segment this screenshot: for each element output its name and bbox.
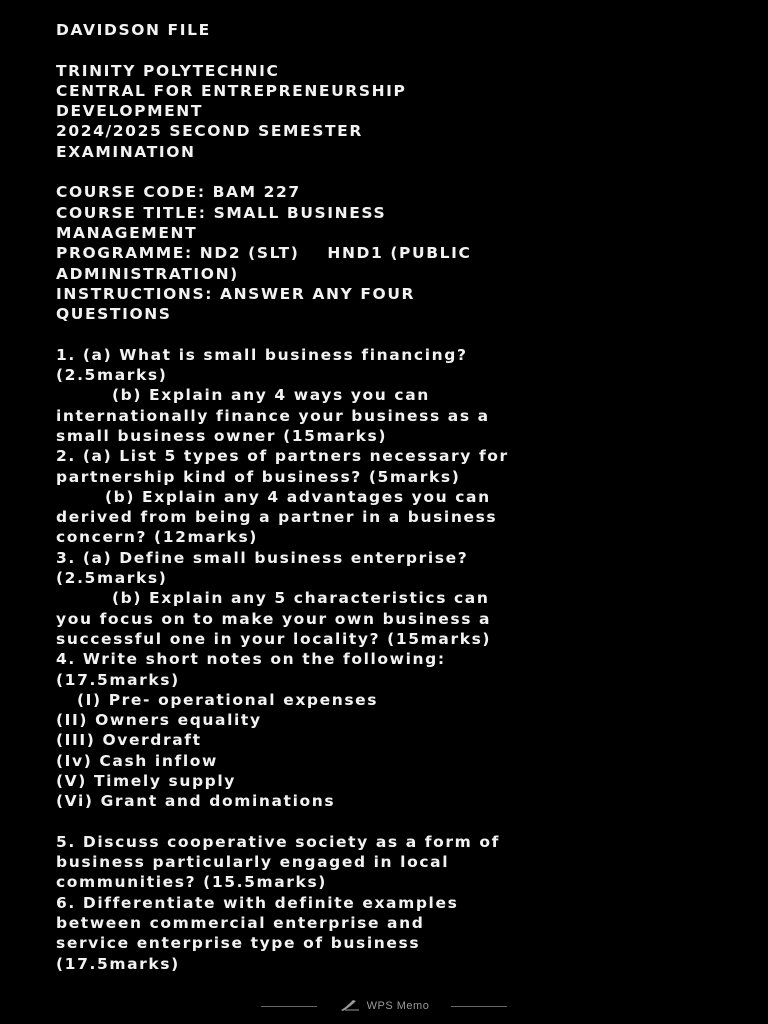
question-line: (V) Timely supply bbox=[56, 771, 236, 790]
course-line: INSTRUCTIONS: ANSWER ANY FOUR bbox=[56, 284, 416, 303]
institution-block bbox=[56, 61, 736, 162]
course-line: COURSE TITLE: SMALL BUSINESS bbox=[56, 203, 387, 222]
question-line: (2.5marks) bbox=[56, 366, 168, 385]
institution-line: 2024/2025 SECOND SEMESTER bbox=[56, 122, 363, 141]
wps-memo-logo-icon bbox=[339, 998, 361, 1015]
question-line: (b) Explain any 5 characteristics can bbox=[56, 589, 490, 608]
question-line: 4. Write short notes on the following: bbox=[56, 650, 446, 669]
course-info-block bbox=[56, 182, 736, 324]
question-line: derived from being a partner in a business bbox=[56, 508, 498, 527]
footer-divider bbox=[261, 1006, 317, 1007]
course-line: ADMINISTRATION) bbox=[56, 264, 239, 283]
exam-document bbox=[56, 20, 736, 974]
question-line: (Iv) Cash inflow bbox=[56, 751, 218, 770]
course-line: QUESTIONS bbox=[56, 305, 172, 324]
question-line: (II) Owners equality bbox=[56, 711, 262, 730]
question-line: 3. (a) Define small business enterprise? bbox=[56, 548, 469, 567]
questions-block-2 bbox=[56, 832, 736, 974]
question-line: (b) Explain any 4 ways you can bbox=[56, 386, 430, 405]
institution-line: TRINITY POLYTECHNIC bbox=[56, 61, 280, 80]
question-line: business particularly engaged in local bbox=[56, 853, 450, 872]
question-line: (I) Pre- operational expenses bbox=[56, 690, 379, 709]
wps-memo-label: WPS Memo bbox=[366, 1000, 430, 1012]
institution-line: EXAMINATION bbox=[56, 142, 196, 161]
app-footer bbox=[0, 996, 768, 1016]
question-line: small business owner (15marks) bbox=[56, 426, 388, 445]
question-line: between commercial enterprise and bbox=[56, 914, 425, 933]
question-line: service enterprise type of business bbox=[56, 934, 421, 953]
questions-block-1 bbox=[56, 345, 736, 812]
question-line: 1. (a) What is small business financing? bbox=[56, 345, 468, 364]
question-line: 2. (a) List 5 types of partners necessary for bbox=[56, 447, 509, 466]
question-line: (b) Explain any 4 advantages you can bbox=[56, 487, 491, 506]
file-label: DAVIDSON FILE bbox=[56, 21, 211, 39]
question-line: internationally finance your business as a bbox=[56, 406, 490, 425]
footer-divider bbox=[451, 1006, 507, 1007]
question-line: successful one in your locality? (15marks) bbox=[56, 629, 492, 648]
institution-line: CENTRAL FOR ENTREPRENEURSHIP bbox=[56, 81, 407, 100]
question-line: (III) Overdraft bbox=[56, 731, 202, 750]
question-line: 6. Differentiate with definite examples bbox=[56, 893, 459, 912]
question-line: 5. Discuss cooperative society as a form of bbox=[56, 832, 500, 851]
course-line: PROGRAMME: ND2 (SLT) HND1 (PUBLIC bbox=[56, 244, 472, 263]
course-line: COURSE CODE: BAM 227 bbox=[56, 183, 301, 202]
wps-memo-brand bbox=[339, 998, 430, 1015]
question-line: (17.5marks) bbox=[56, 954, 180, 973]
question-line: (Vi) Grant and dominations bbox=[56, 792, 336, 811]
question-line: concern? (12marks) bbox=[56, 528, 258, 547]
course-line: MANAGEMENT bbox=[56, 223, 198, 242]
question-line: (2.5marks) bbox=[56, 569, 168, 588]
institution-line: DEVELOPMENT bbox=[56, 102, 204, 121]
question-line: communities? (15.5marks) bbox=[56, 873, 327, 892]
question-line: partnership kind of business? (5marks) bbox=[56, 467, 461, 486]
question-line: (17.5marks) bbox=[56, 670, 180, 689]
question-line: you focus on to make your own business a bbox=[56, 609, 492, 628]
